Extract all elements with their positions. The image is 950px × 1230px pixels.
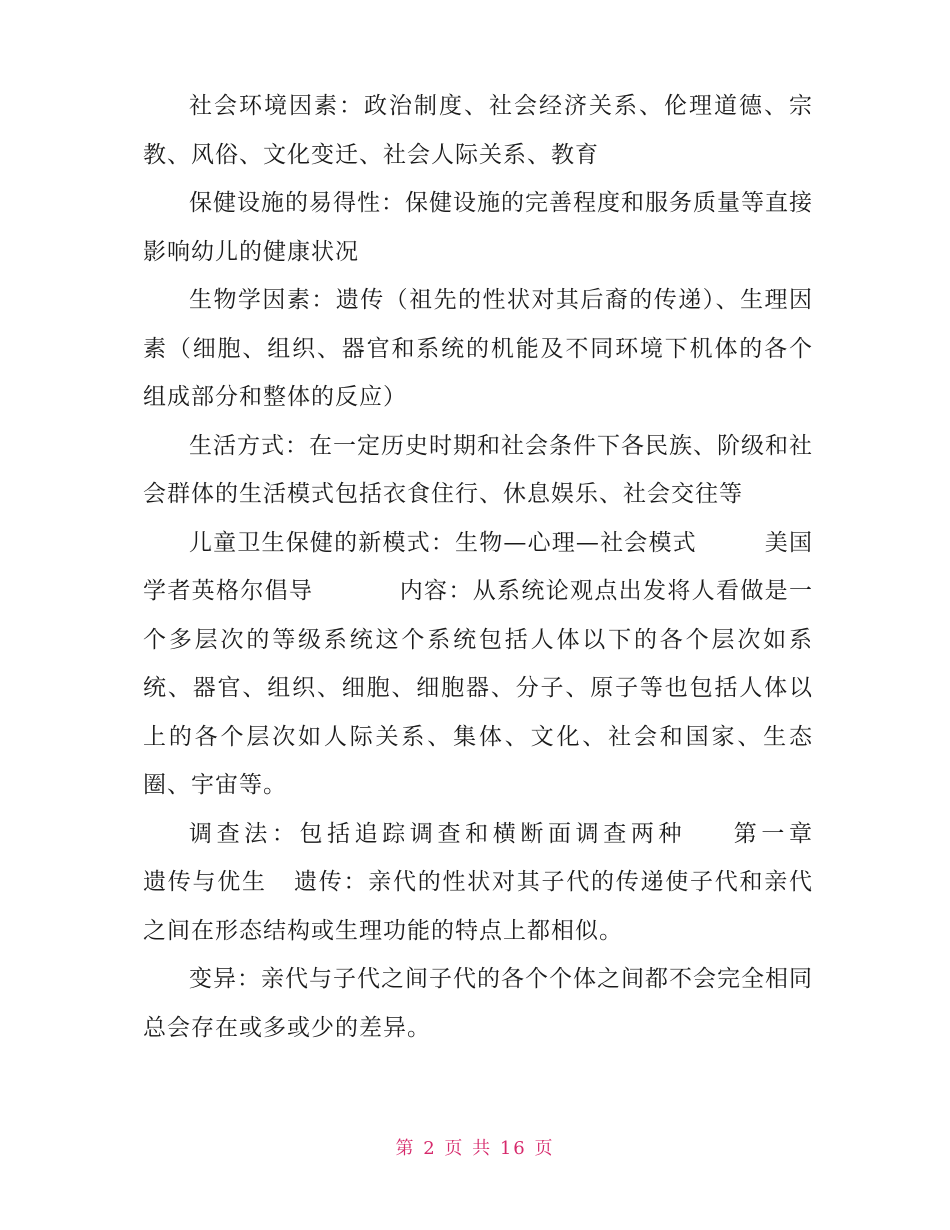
document-body — [143, 82, 880, 1052]
paragraph-lifestyle: 生活方式：在一定历史时期和社会条件下各民族、阶级和社会群体的生活模式包括衣食住行、休息娱乐、社会交往等 — [143, 432, 813, 507]
paragraph-variation: 变异：亲代与子代之间子代的各个个体之间都不会完全相同总会存在或多或少的差异。 — [143, 966, 813, 1041]
paragraph-biological-factors: 生物学因素：遗传（祖先的性状对其后裔的传递）、生理因素（细胞、组织、器官和系统的机能及不同环境下机体的各个组成部分和整体的反应） — [143, 287, 813, 410]
paragraph-survey-method: 调查法：包括追踪调查和横断面调查两种 第一章 遗传与优生 遗传：亲代的性状对其子代的传递使子代和亲代之间在形态结构或生理功能的特点上都相似。 — [143, 820, 880, 944]
paragraph-healthcare-access: 保健设施的易得性：保健设施的完善程度和服务质量等直接影响幼儿的健康状况 — [143, 190, 813, 265]
paragraph-social-environment: 社会环境因素：政治制度、社会经济关系、伦理道德、宗教、风俗、文化变迁、社会人际关系、教育 — [143, 93, 813, 168]
paragraph-health-model: 儿童卫生保健的新模式：生物—心理—社会模式 美国学者英格尔倡导 内容：从系统论观点出发将人看做是一个多层次的等级系统这个系统包括人体以下的各个层次如系统、器官、组织、细胞、细胞器、分子、原子等也包括人体以上的各个层次如人际关系、集体、文化、社会和国家、生态圈、宇宙等。 — [143, 529, 813, 798]
page-number-footer: 第 2 页 共 16 页 — [395, 1138, 555, 1159]
